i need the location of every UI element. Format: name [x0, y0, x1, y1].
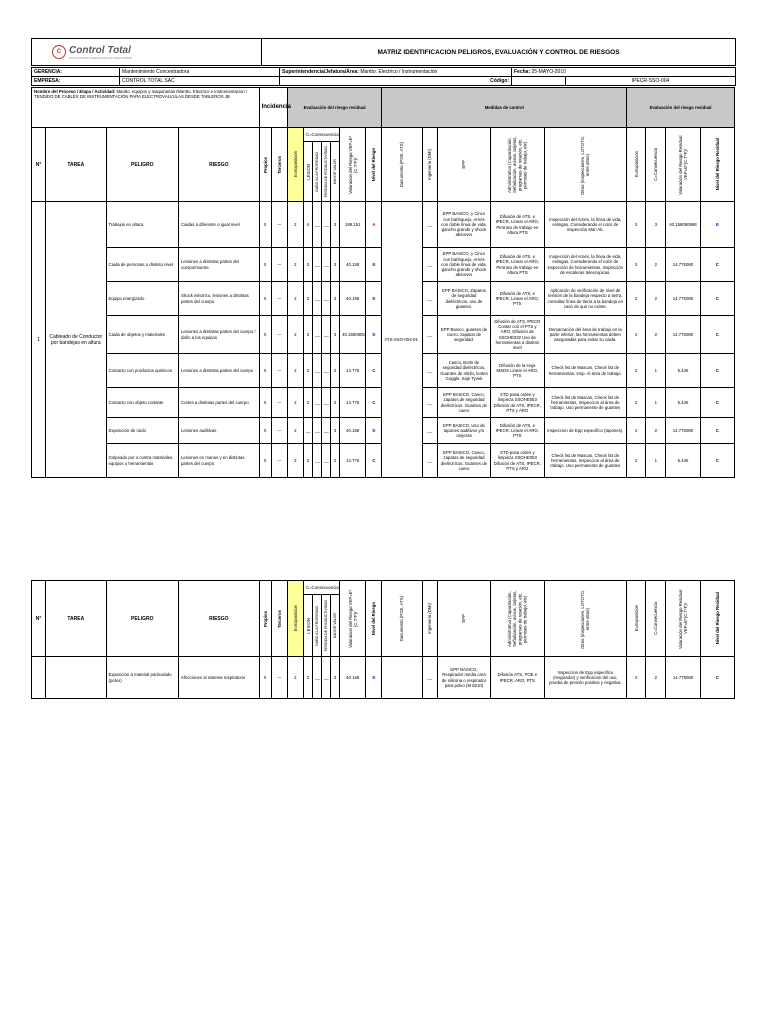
col-otros-2: Otros (inspecciones, LOTOTO, entre otros) — [580, 588, 591, 649]
dano-cell: __ — [312, 248, 321, 282]
riesgo-cell: Afecciones al sistema respiratorio — [179, 657, 260, 699]
otros-cell: Inspección del Arnés, la línea de vida, eslingas. Considerando el color de inspección de herramientas, Inspección de escaleras telescopicas. — [544, 248, 627, 282]
col-riesgo-2: RIESGO — [179, 581, 260, 657]
peligro-cell: Equipo energizado — [106, 282, 179, 316]
col-valoracion: Valoracion del Riesgo VEP=E*(C.T*F)/ — [347, 135, 358, 194]
nivel-cell: C — [366, 444, 382, 478]
col-propios: Propios — [262, 156, 268, 173]
col-exposicion-2: E=Exposicion — [292, 605, 298, 632]
header-table — [31, 38, 736, 66]
residual-exposicion-cell: 2 — [627, 444, 646, 478]
col-valoracion-residual-2: Valoración del Riesgo Residual VEP=E*(C.T*F)/ — [677, 588, 689, 649]
risk-matrix-table-2 — [31, 580, 735, 699]
exposicion-cell: 2 — [287, 248, 303, 282]
residual-valoracion-cell: 14.775080 — [666, 657, 700, 699]
perdida-cell: __ — [322, 202, 331, 248]
administrativo-cell: Difusión de ATS, e IPECR, Linear el ARO, PTS — [491, 282, 544, 316]
exposicion-cell: 2 — [287, 444, 303, 478]
epp-cell: EPP BASICO, Casco, zapatos de seguridad dieléctricos. Guantes de cuero — [437, 444, 490, 478]
dano-cell: __ — [312, 202, 321, 248]
valoracion-cell: 14.775 — [340, 388, 366, 418]
epp-cell: Casco, Botín de seguridad dieléctricos, Guantes de nitrilo, lentes Goggle, traje Tyvek — [437, 354, 490, 388]
residual-nivel-cell: C — [700, 354, 734, 388]
eval-residual-header-2: Evaluación del riesgo residual — [627, 88, 735, 128]
ingenieria-cell: __ — [422, 444, 437, 478]
otros-cell: Check list de Mascas, Check list de herramientas, Insp. Al área de trabajo. — [544, 354, 627, 388]
perdida-cell: __ — [322, 388, 331, 418]
terceros-cell: --- — [271, 418, 287, 444]
col-administrativo: Administrativo (Capacitación, Señalización, avisos, tarjetas, programas de rotación, etc, permisos de trabajo, etc) — [506, 136, 528, 193]
valoracion-cell: 14.775 — [340, 444, 366, 478]
exposicion-cell: 2 — [287, 388, 303, 418]
col-documento: Documento (POE, ATS) — [399, 141, 405, 188]
empresa-value: CONTROL TOTAL SAC — [120, 77, 280, 86]
riesgo-cell: Lesiones a distintas partes del cuerpo — [179, 354, 260, 388]
col-documento-2: Documento (POE, ATS) — [399, 595, 405, 642]
administrativo-cell: Difusión de ATS, e IPECR, Linear el ARO, Permiso de trabajo en Altura PTS — [491, 248, 544, 282]
ingenieria-cell: __ — [422, 354, 437, 388]
nivel-cell: B — [366, 657, 382, 699]
nivel-cell: A — [366, 202, 382, 248]
col-ingenieria: Ingenieria (DMI) — [427, 149, 433, 180]
valoracion-cell: 40.158 — [340, 418, 366, 444]
epp-cell: EPP BASICO, Uso de tapones auditivos y/o orejeras — [437, 418, 490, 444]
riesgo-cell: Lesiones a distintas partes del cuerpo / daño a los equipos — [179, 316, 260, 354]
col-tarea-2: TAREA — [46, 581, 106, 657]
terceros-cell: --- — [271, 657, 287, 699]
document-title: MATRIZ IDENTIFICACION PELIGROS, EVALUACIÓN Y CONTROL DE RIESGOS — [262, 39, 736, 66]
valoracion-cell: 40.1580805 — [340, 316, 366, 354]
ingenieria-cell: __ — [422, 248, 437, 282]
riesgo-cell: Lesiones auditivas — [179, 418, 260, 444]
nivel-cell: B — [366, 316, 382, 354]
fecha-value: 25-MAYO-2010 — [531, 69, 566, 75]
residual-consecuencia-cell: 2 — [646, 248, 666, 282]
valoracion-cell: 40.158 — [340, 248, 366, 282]
nivel-cell: B — [366, 248, 382, 282]
administrativo-cell: STD pasa orden y limpieza SSOHE053 Difusión de ATS, IPECR, PTS y ARO — [491, 388, 544, 418]
epp-cell: EPP BASICO, Zapatos de seguridad dieléctricos, uso de guantes. — [437, 282, 490, 316]
peligro-cell: Caida de personas o distinto nivel — [106, 248, 179, 282]
propios-cell: X — [259, 418, 271, 444]
lesion-cell: 2 — [303, 444, 312, 478]
residual-consecuencia-cell: 2 — [646, 316, 666, 354]
col-nivel-residual-2: Nivel del Riesgo Residual — [714, 592, 720, 645]
nivel-cell: B — [366, 282, 382, 316]
col-mayor-valor: MAYOR VALOR — [333, 158, 338, 185]
mayor-valor-cell: 2 — [331, 388, 340, 418]
residual-valoracion-cell: 5.436 — [666, 444, 700, 478]
col-peligro: PELIGRO — [106, 128, 179, 202]
riesgo-cell: Lesiones en manos y en distintas partes del cuerpo — [179, 444, 260, 478]
col-consecuencia-2: C=Consecuencia — [303, 581, 339, 595]
residual-valoracion-cell: 14.775080 — [666, 316, 700, 354]
superintendencia-value: Mantto. Electrico / Instrumentación — [360, 69, 438, 75]
propios-cell: X — [259, 202, 271, 248]
otros-cell: Check list de Mascas, Check list de herramientas, Inspeccion al área de trabajo. Uso permanente de guantes — [544, 388, 627, 418]
dano-cell: __ — [312, 354, 321, 388]
riesgo-cell: Lesiones a distintas partes del cuerpo/muerte — [179, 248, 260, 282]
riesgo-cell: Cortes a distintas partes del cuerpo — [179, 388, 260, 418]
risk-matrix-table — [31, 87, 735, 478]
valoracion-cell: 40.158 — [340, 657, 366, 699]
col-valoracion-2: Valoracion del Riesgo VEP=E*(C.T*F)/ — [347, 589, 358, 648]
dano-cell: __ — [312, 316, 321, 354]
lesion-cell: __ — [303, 418, 312, 444]
valoracion-cell: 14.775 — [340, 354, 366, 388]
epp-cell: EPP BASICO, Respirador media cara de silicona o respirador para polvo (M 8210) — [437, 657, 490, 699]
col-peligro-2: PELIGRO — [106, 581, 179, 657]
col-c-consecuencia: C=Consecuencia — [653, 148, 659, 181]
codigo-value: IPECR-SSO-004 — [566, 77, 736, 86]
col-propios-2: Propios — [262, 610, 268, 627]
row-number — [32, 657, 46, 699]
perdida-cell: __ — [322, 248, 331, 282]
proceso-label: Nombre del Proceso / Etapa / Actividad: — [34, 89, 116, 94]
perdida-cell: __ — [322, 418, 331, 444]
residual-nivel-cell: C — [700, 444, 734, 478]
perdida-cell: __ — [322, 444, 331, 478]
perdida-cell: __ — [322, 282, 331, 316]
perdida-cell: __ — [322, 316, 331, 354]
col-perdida-2: PERDIDA DE PRODUCTIVIDAD — [324, 599, 328, 652]
col-terceros: Terceros — [276, 155, 282, 174]
residual-nivel-cell: C — [700, 657, 734, 699]
residual-exposicion-cell: 2 — [627, 657, 646, 699]
peligro-cell: Exposición a material particulado (polvo) — [106, 657, 179, 699]
col-e-exposicion-2: E=Exposicion — [633, 605, 639, 632]
terceros-cell: --- — [271, 388, 287, 418]
riesgo-cell: Shock eléctrico, lesiones a distintas partes del cuerpo — [179, 282, 260, 316]
exposicion-cell: 2 — [287, 418, 303, 444]
residual-exposicion-cell: 2 — [627, 248, 646, 282]
col-n: N° — [32, 128, 46, 202]
mayor-valor-cell: 2 — [331, 444, 340, 478]
ingenieria-cell: __ — [422, 418, 437, 444]
otros-cell: Inspeccion de Epp especifico (tapones). — [544, 418, 627, 444]
terceros-cell: --- — [271, 316, 287, 354]
residual-nivel-cell: C — [700, 282, 734, 316]
mayor-valor-cell: 3 — [331, 657, 340, 699]
col-nivel-2: Nivel del Riesgo — [371, 601, 377, 636]
col-terceros-2: Terceros — [276, 609, 282, 628]
propios-cell: X — [259, 282, 271, 316]
proceso-cell — [32, 88, 260, 128]
epp-cell: EPP BASICO, y Cinco con barbiquejo, Arnés con doble línea de vida, gancho grande y shock absorver — [437, 202, 490, 248]
task-cell: Cableado de Conductor por bandejas en altura — [46, 202, 106, 478]
mayor-valor-cell: 3 — [331, 282, 340, 316]
ingenieria-cell: __ — [422, 388, 437, 418]
exposicion-cell: 2 — [287, 354, 303, 388]
residual-nivel-cell: C — [700, 316, 734, 354]
residual-nivel-cell: B — [700, 202, 734, 248]
mayor-valor-cell: 3 — [331, 316, 340, 354]
col-administrativo-2: Administrativo (Capacitación, Señalización, avisos, tarjetas, programas de rotación, etc, permisos de trabajo, etc) — [506, 590, 528, 647]
peligro-cell: Trabajos en altura. — [106, 202, 179, 248]
residual-exposicion-cell: 2 — [627, 282, 646, 316]
empresa-label: EMPRESA: — [34, 78, 61, 84]
dano-cell: __ — [312, 444, 321, 478]
col-dano: DAÑO A LA PROPIEDAD — [314, 151, 319, 192]
ingenieria-cell: __ — [422, 282, 437, 316]
section1-body — [32, 202, 735, 478]
col-riesgo: RIESGO — [179, 128, 260, 202]
residual-consecuencia-cell: 1 — [646, 444, 666, 478]
exposicion-cell: 2 — [287, 282, 303, 316]
epp-cell: EPP BASICO, Casco, zapatos de seguridad dieléctricos. Guantes de cuero — [437, 388, 490, 418]
col-lesion-2: LESION — [305, 617, 311, 634]
codigo-label: Código: — [490, 78, 509, 84]
residual-consecuencia-cell: 2 — [646, 418, 666, 444]
gerencia-label: GERENCIA: — [34, 69, 63, 75]
col-ingenieria-2: Ingenieria (DMI) — [427, 603, 433, 634]
residual-nivel-cell: C — [700, 248, 734, 282]
otros-cell: Check list de Mascas, Check list de herramientas, Inspeccion al área de trabajo. Uso permanente de guantes — [544, 444, 627, 478]
propios-cell: X — [259, 354, 271, 388]
col-exposicion: E=Exposicion — [292, 151, 298, 178]
superintendencia-label: Superintendencia/Jefatura/Área: — [282, 69, 359, 75]
lesion-cell: 3 — [303, 316, 312, 354]
propios-cell: X — [259, 248, 271, 282]
col-dano-2: DAÑO A LA PROPIEDAD — [314, 605, 319, 646]
header-info-table — [31, 67, 736, 86]
col-lesion: LESION — [305, 163, 311, 180]
terceros-cell: --- — [271, 282, 287, 316]
col-nivel-residual: Nivel del Riesgo Residual — [714, 138, 720, 191]
logo-tagline: SOLUCIONES INTEGRALES EN SEGURIDAD — [69, 55, 133, 60]
residual-valoracion-cell: 14.775080 — [666, 418, 700, 444]
otros-cell: Aplicación de verificación de nivel de tensión de la bandeja respecto a tierra, consultar línea de tierra a la bandeja en caso de que no existe. — [544, 282, 627, 316]
eval-residual-header: Evaluación del riesgo residual — [287, 88, 382, 128]
lesion-cell: 4 — [303, 202, 312, 248]
nivel-cell: B — [366, 418, 382, 444]
administrativo-cell: Difusión de ATS, e IPECR, Linear el ARO, Permiso de trabajo en Altura PTS — [491, 202, 544, 248]
residual-nivel-cell: C — [700, 388, 734, 418]
propios-cell: X — [259, 388, 271, 418]
gerencia-value: Mantenimiento Concentradora — [120, 68, 280, 77]
col-nivel: Nivel del Riesgo — [371, 147, 377, 182]
lesion-cell: 2 — [303, 354, 312, 388]
residual-consecuencia-cell: 2 — [646, 282, 666, 316]
propios-cell: X — [259, 316, 271, 354]
section2-body — [32, 657, 735, 699]
residual-exposicion-cell: 2 — [627, 316, 646, 354]
lesion-cell: 2 — [303, 388, 312, 418]
documento-cell — [382, 657, 422, 699]
fecha-label: Fecha: — [514, 69, 531, 75]
epp-cell: EPP Basico, guantes de cuero, zapatos de seguridad. — [437, 316, 490, 354]
terceros-cell: --- — [271, 354, 287, 388]
peligro-cell: Contacto con objeto cortante — [106, 388, 179, 418]
residual-consecuencia-cell: 1 — [646, 354, 666, 388]
dano-cell: __ — [312, 418, 321, 444]
col-perdida: PERDIDA DE PRODUCTIVIDAD — [324, 145, 328, 198]
mayor-valor-cell: 3 — [331, 202, 340, 248]
residual-consecuencia-cell: 1 — [646, 388, 666, 418]
residual-nivel-cell: C — [700, 418, 734, 444]
col-n-2: N° — [32, 581, 46, 657]
mayor-valor-cell: 3 — [331, 418, 340, 444]
epp-cell: EPP BASICO, y Cinco con barbiquejo, Arnés con doble línea de vida, gancho grande y shock absorver — [437, 248, 490, 282]
documento-cell: ATS-SSO-004-01 — [382, 202, 422, 478]
residual-exposicion-cell: 2 — [627, 388, 646, 418]
administrativo-cell: Difusión de ATS, IPECR Contar con el PTS y ARO, Difusión de SSOHE032 Uso de herramientas a distinto nivel — [491, 316, 544, 354]
otros-cell: Inspeccion de Epp especifico (respirador) y verificacion del uso, prueba de presión positiva y negativa. — [544, 657, 627, 699]
dano-cell: __ — [312, 282, 321, 316]
logo-name: Control Total — [69, 44, 131, 56]
col-otros: Otros (inspecciones, LOTOTO, entre otros) — [580, 134, 591, 195]
residual-valoracion-cell: 5.436 — [666, 354, 700, 388]
col-e-exposicion: E=Exposicion — [633, 151, 639, 178]
residual-consecuencia-cell: 2 — [646, 657, 666, 699]
residual-valoracion-cell: 40.158080868 — [666, 202, 700, 248]
exposicion-cell: 2 — [287, 316, 303, 354]
exposicion-cell: 2 — [287, 202, 303, 248]
residual-valoracion-cell: 14.775080 — [666, 282, 700, 316]
otros-cell: Inspección del Arnés, la línea de vida, eslingas. Considerando el color de inspección Mar-Ab. — [544, 202, 627, 248]
lesion-cell: 2 — [303, 657, 312, 699]
residual-valoracion-cell: 5.436 — [666, 388, 700, 418]
riesgo-cell: Caidas a diferente o igual nivel — [179, 202, 260, 248]
col-valoracion-residual: Valoración del Riesgo Residual VEP=E*(C.T*F)/ — [677, 134, 688, 195]
terceros-cell: --- — [271, 248, 287, 282]
control-total-logo-icon: C — [52, 45, 66, 59]
propios-cell: X — [259, 657, 271, 699]
perdida-cell: __ — [322, 354, 331, 388]
table-row — [32, 202, 735, 248]
valoracion-cell: 189.151 — [340, 202, 366, 248]
nivel-cell: C — [366, 388, 382, 418]
administrativo-cell: STD pasa orden y limpieza SSOHE053 Difusión de ATS, IPECR, PTS y ARO — [491, 444, 544, 478]
perdida-cell: __ — [322, 657, 331, 699]
logo-cell — [32, 39, 262, 66]
residual-exposicion-cell: 2 — [627, 354, 646, 388]
peligro-cell: Contacto con productos quimicos — [106, 354, 179, 388]
col-epp: EPP — [461, 160, 467, 169]
col-tarea: TAREA — [46, 128, 106, 202]
medidas-control-header: Medidas de control — [382, 88, 627, 128]
administrativo-cell: Difusión de la Hoja MSDS Linear el ARO, PTS — [491, 354, 544, 388]
task-cell — [46, 657, 106, 699]
ingenieria-cell: __ — [422, 657, 437, 699]
otros-cell: Demarcación del área de trabajo en la parte inferior, las herramientas deben aseguradas para evitar su caida. — [544, 316, 627, 354]
terceros-cell: --- — [271, 444, 287, 478]
col-mayor-valor-2: MAYOR VALOR — [333, 612, 338, 639]
residual-consecuencia-cell: 3 — [646, 202, 666, 248]
lesion-cell: 3 — [303, 248, 312, 282]
dano-cell: __ — [312, 388, 321, 418]
nivel-cell: C — [366, 354, 382, 388]
incidencia-header: Incidencia — [259, 88, 287, 128]
mayor-valor-cell: 3 — [331, 248, 340, 282]
proceso-value: Mantto. equipos y maquinarias /Mantto. Electrico e Instrumentacion / TENDIDO DE CABLES DE INSTRUMENTACIÓN PARA ELECTROVALVULAS DESDE TABLEROS JB — [34, 89, 248, 100]
col-epp-2: EPP — [461, 614, 467, 623]
exposicion-cell: 2 — [287, 657, 303, 699]
row-number: 1 — [32, 202, 46, 478]
lesion-cell: 3 — [303, 282, 312, 316]
valoracion-cell: 40.158 — [340, 282, 366, 316]
ingenieria-cell: __ — [422, 202, 437, 248]
administrativo-cell: Difusión ATS, POE e IPECR, ARO, PTS — [491, 657, 544, 699]
col-consecuencia: C=Consecuencia — [303, 128, 339, 142]
administrativo-cell: Difusión de ATS, e IPECR, Linear el ARO, PTS — [491, 418, 544, 444]
ingenieria-cell: __ — [422, 316, 437, 354]
col-c-consecuencia-2: C=Consecuencia — [653, 602, 659, 635]
propios-cell: X — [259, 444, 271, 478]
table-row — [32, 657, 735, 699]
peligro-cell: Golpeado por o contra materiales, equipos o herramientas — [106, 444, 179, 478]
terceros-cell: --- — [271, 202, 287, 248]
residual-valoracion-cell: 14.775080 — [666, 248, 700, 282]
peligro-cell: Caida de objetos y materiales — [106, 316, 179, 354]
residual-exposicion-cell: 2 — [627, 202, 646, 248]
peligro-cell: Exposición de ruido — [106, 418, 179, 444]
residual-exposicion-cell: 2 — [627, 418, 646, 444]
dano-cell: __ — [312, 657, 321, 699]
mayor-valor-cell: 2 — [331, 354, 340, 388]
